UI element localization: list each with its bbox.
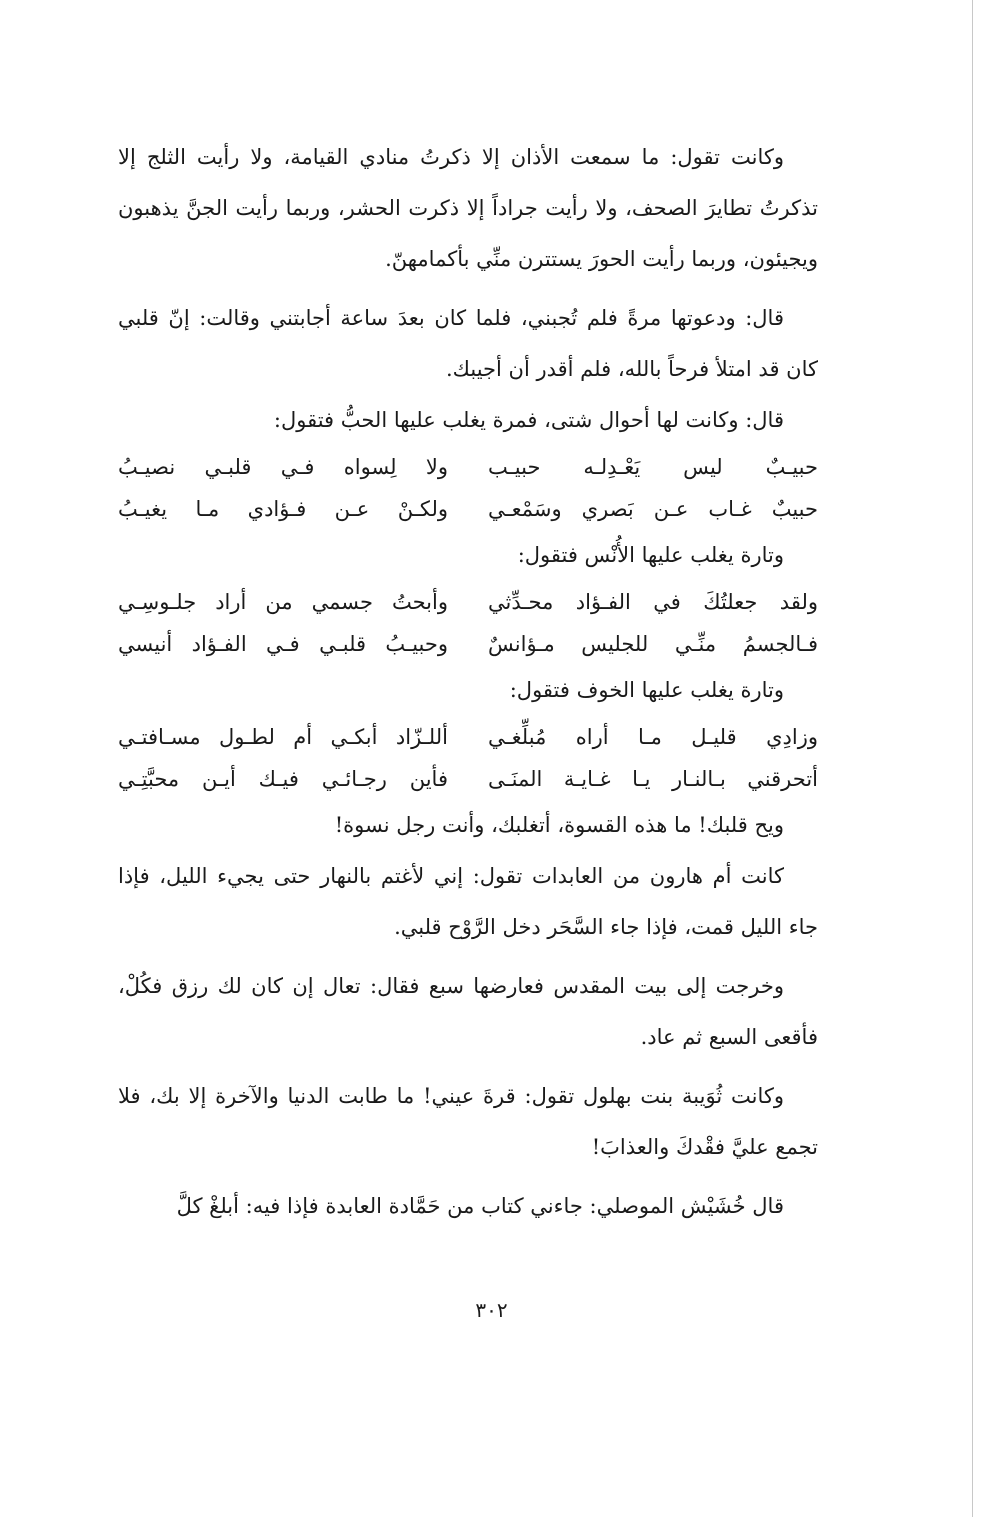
- verse-first-hemistich: فـالجسمُ منِّـي للجليس مـؤانسٌ: [488, 632, 818, 656]
- verse-line: [118, 716, 818, 758]
- verses-love: [118, 446, 818, 530]
- verse-first-hemistich: ولقد جعلتُكَ في الفـؤاد محـدِّثي: [488, 590, 818, 614]
- page-number: ٣٠٢: [475, 1298, 508, 1322]
- verse-first-hemistich: أتحرقني بـالنـار يـا غـايـة المنَـى: [488, 767, 818, 791]
- verse-line: [118, 581, 818, 623]
- paragraph-4: وتارة يغلب عليها الأُنْس فتقول:: [517, 543, 784, 567]
- verse-first-hemistich: حبيـبٌ ليس يَعْـدِلـه حبيـب: [488, 455, 818, 479]
- verse-second-hemistich: فأين رجـائـي فيـك أيـن محبَّتِـي: [118, 767, 448, 791]
- verse-line: [118, 758, 818, 800]
- paragraph-9: وكانت ثُوَيبة بنت بهلول تقول: قرةَ عيني! ما طابت الدنيا والآخرة إلا بك، فلا تجمع عليَّ فقْدكَ والعذابَ!: [118, 1084, 818, 1159]
- verse-second-hemistich: ولكـنْ عـن فـؤادي مـا يغيـبُ: [118, 497, 448, 521]
- paragraph-3: قال: وكانت لها أحوال شتى، فمرة يغلب عليها الحبُّ فتقول:: [273, 408, 784, 432]
- verses-intimacy: [118, 581, 818, 665]
- verse-line: [118, 446, 818, 488]
- paragraph-2: قال: ودعوتها مرةً فلم تُجبني، فلما كان بعدَ ساعة أجابتني وقالت: إنّ قلبي كان قد امتلأ فرحاً بالله، فلم أقدر أن أجيبك.: [118, 306, 818, 381]
- verses-fear: [118, 716, 818, 800]
- verse-second-hemistich: وأبحتُ جسمي من أراد جلـوسِـي: [118, 590, 448, 614]
- paragraph-6: ويح قلبك! ما هذه القسوة، أتغلبك، وأنت رجل نسوة!: [334, 813, 784, 837]
- paragraph-8: وخرجت إلى بيت المقدس فعارضها سبع فقال: تعال إن كان لك رزق فكُلْ، فأقعى السبع ثم عاد.: [118, 974, 818, 1049]
- verse-line: [118, 488, 818, 530]
- paragraph-7: كانت أم هارون من العابدات تقول: إني لأغتم بالنهار حتى يجيء الليل، فإذا جاء الليل قمت، فإذا جاء السَّحَر دخل الرَّوْح قلبي.: [118, 864, 818, 939]
- verse-line: [118, 623, 818, 665]
- paragraph-10: قال خُشَيْش الموصلي: جاءني كتاب من حَمَّادة العابدة فإذا فيه: أبلغْ كلَّ: [176, 1194, 784, 1218]
- verse-second-hemistich: ولا لِسواه فـي قلبـي نصيـبُ: [118, 455, 448, 479]
- verse-second-hemistich: وحبيـبُ قلبـي فـي الفـؤاد أنيسي: [118, 632, 448, 656]
- page-body: [118, 132, 818, 1232]
- verse-first-hemistich: وزادِي قليـل مـا أراه مُبلِّغـي: [488, 725, 818, 749]
- paragraph-1: وكانت تقول: ما سمعت الأذان إلا ذكرتُ منادي القيامة، ولا رأيت الثلج إلا تذكرتُ تطايرَ الصحف، ولا رأيت جراداً إلا ذكرت الحشر، وربما رأيت الجنَّ يذهبون ويجيئون، وربما رأيت الحورَ يستترن منِّي بأكمامهنّ.: [118, 145, 818, 271]
- page-edge-line: [972, 0, 973, 1517]
- verse-first-hemistich: حبيبٌ غـاب عـن بَصري وسَمْعـي: [488, 497, 818, 521]
- verse-second-hemistich: أللـزّاد أبكـي أم لطـول مسـافتـي: [118, 725, 448, 749]
- paragraph-5: وتارة يغلب عليها الخوف فتقول:: [509, 678, 784, 702]
